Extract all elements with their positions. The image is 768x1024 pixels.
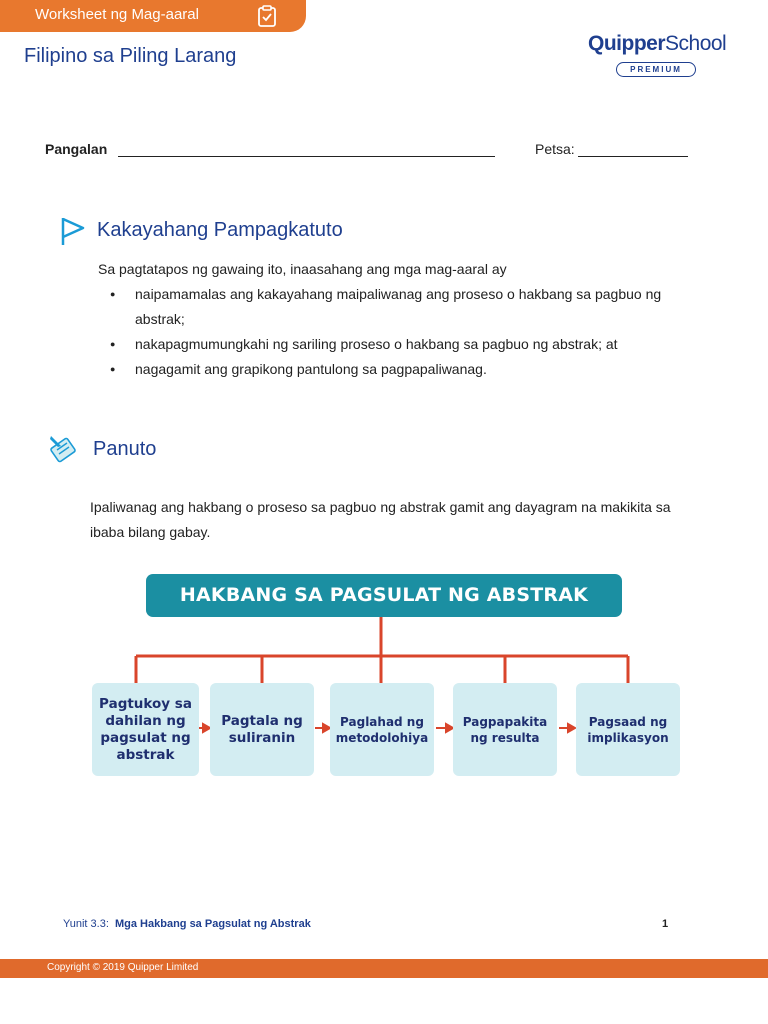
worksheet-tab-label: Worksheet ng Mag-aaral	[35, 6, 199, 23]
objectives-title: Kakayahang Pampagkatuto	[97, 219, 343, 241]
subject-title: Filipino sa Piling Larang	[24, 45, 237, 67]
diagram-step-label: Pagtala ng suliranin	[221, 712, 303, 746]
abstract-steps-diagram	[0, 560, 768, 790]
page-number: 1	[662, 918, 669, 930]
diagram-title: HAKBANG SA PAGSULAT NG ABSTRAK	[146, 574, 622, 617]
date-field-line[interactable]	[578, 156, 688, 157]
logo-badge: PREMIUM	[616, 62, 696, 77]
copyright-text: Copyright © 2019 Quipper Limited	[47, 962, 199, 973]
footer-unit-prefix: Yunit 3.3:	[63, 918, 109, 930]
objective-item: ● naipamamalas ang kakayahang maipaliwanag ang proseso o hakbang sa pagbuo ng abstrak;	[110, 282, 675, 332]
pencil-paper-icon	[47, 432, 81, 466]
diagram-step-label: Pagtukoy sa dahilan ng pagsulat ng abstrak	[99, 695, 192, 763]
diagram-step-box	[453, 683, 557, 776]
clipboard-check-icon	[257, 5, 277, 27]
directions-text: Ipaliwanag ang hakbang o proseso sa pagbuo ng abstrak gamit ang dayagram na makikita sa ibaba bilang gabay.	[90, 499, 671, 540]
footer-unit	[63, 918, 311, 930]
date-label: Petsa:	[535, 141, 575, 157]
diagram-step-box	[210, 683, 314, 776]
logo-school: School	[665, 32, 727, 55]
name-label: Pangalan	[45, 141, 108, 157]
quipper-school-logo	[588, 32, 730, 80]
objective-item: ● nakapagmumungkahi ng sariling proseso o hakbang sa pagbuo ng abstrak; at	[110, 332, 710, 357]
logo-brand: Quipper	[588, 32, 666, 55]
diagram-step-label: Pagpapakita ng resulta	[462, 714, 548, 745]
footer-unit-title: Mga Hakbang sa Pagsulat ng Abstrak	[115, 918, 311, 930]
objectives-intro: Sa pagtatapos ng gawaing ito, inaasahang ang mga mag-aaral ay	[98, 261, 507, 277]
objectives-list	[110, 282, 710, 382]
flag-icon	[60, 216, 86, 246]
objective-item: ● nagagamit ang grapikong pantulong sa pagpapaliwanag.	[110, 357, 710, 382]
name-field-line[interactable]	[118, 156, 495, 157]
directions-title: Panuto	[93, 438, 157, 460]
diagram-step-box	[92, 683, 199, 776]
diagram-step-label: Pagsaad ng implikasyon	[587, 714, 669, 745]
diagram-step-label: Paglahad ng metodolohiya	[335, 714, 429, 745]
diagram-step-box	[576, 683, 680, 776]
diagram-step-box	[330, 683, 434, 776]
